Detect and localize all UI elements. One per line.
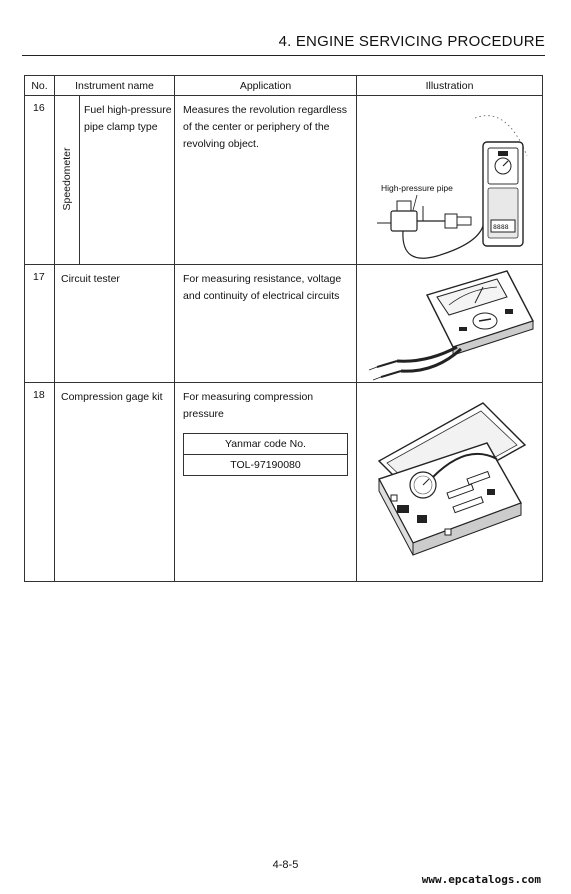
page-header-title: 4. ENGINE SERVICING PROCEDURE — [278, 33, 545, 50]
col-header-instrument: Instrument name — [55, 76, 175, 96]
code-value: TOL-97190080 — [184, 454, 347, 475]
page-number: 4-8-5 — [272, 859, 299, 871]
header-rule — [22, 55, 545, 56]
application-text: Measures the revolution regardless of the center or periphery of the revolving object. — [175, 96, 357, 265]
col-header-no: No. — [25, 76, 55, 96]
table-row — [25, 96, 543, 265]
col-header-illustration: Illustration — [357, 76, 543, 96]
group-label-speedometer: Speedometer — [61, 147, 73, 211]
compression-gage-kit-illustration — [357, 383, 543, 581]
illustration-cell — [357, 96, 543, 265]
code-label: Yanmar code No. — [225, 438, 306, 450]
group-cell — [55, 96, 80, 265]
application-cell — [175, 383, 357, 582]
illustration-label: High-pressure pipe — [381, 183, 453, 193]
col-header-application: Application — [175, 76, 357, 96]
instrument-name: Fuel high-pressure pipe clamp type — [80, 96, 175, 265]
row-number: 18 — [25, 383, 55, 582]
table-row — [25, 265, 543, 383]
table-header-row — [25, 76, 543, 96]
svg-text:8888: 8888 — [493, 223, 509, 231]
illustration-cell — [357, 383, 543, 582]
circuit-tester-illustration — [357, 265, 543, 382]
instrument-table — [24, 75, 543, 582]
yanmar-code-box — [183, 433, 348, 476]
speedometer-illustration — [357, 96, 543, 264]
watermark-site[interactable]: www.epcatalogs.com — [421, 873, 541, 886]
instrument-name: Compression gage kit — [55, 383, 175, 582]
row-number: 17 — [25, 265, 55, 383]
illustration-cell — [357, 265, 543, 383]
table-row — [25, 383, 543, 582]
application-text: For measuring resistance, voltage and continuity of electrical circuits — [175, 265, 357, 383]
row-number: 16 — [25, 96, 55, 265]
instrument-name: Circuit tester — [55, 265, 175, 383]
application-text: For measuring compression pressure — [183, 391, 314, 420]
